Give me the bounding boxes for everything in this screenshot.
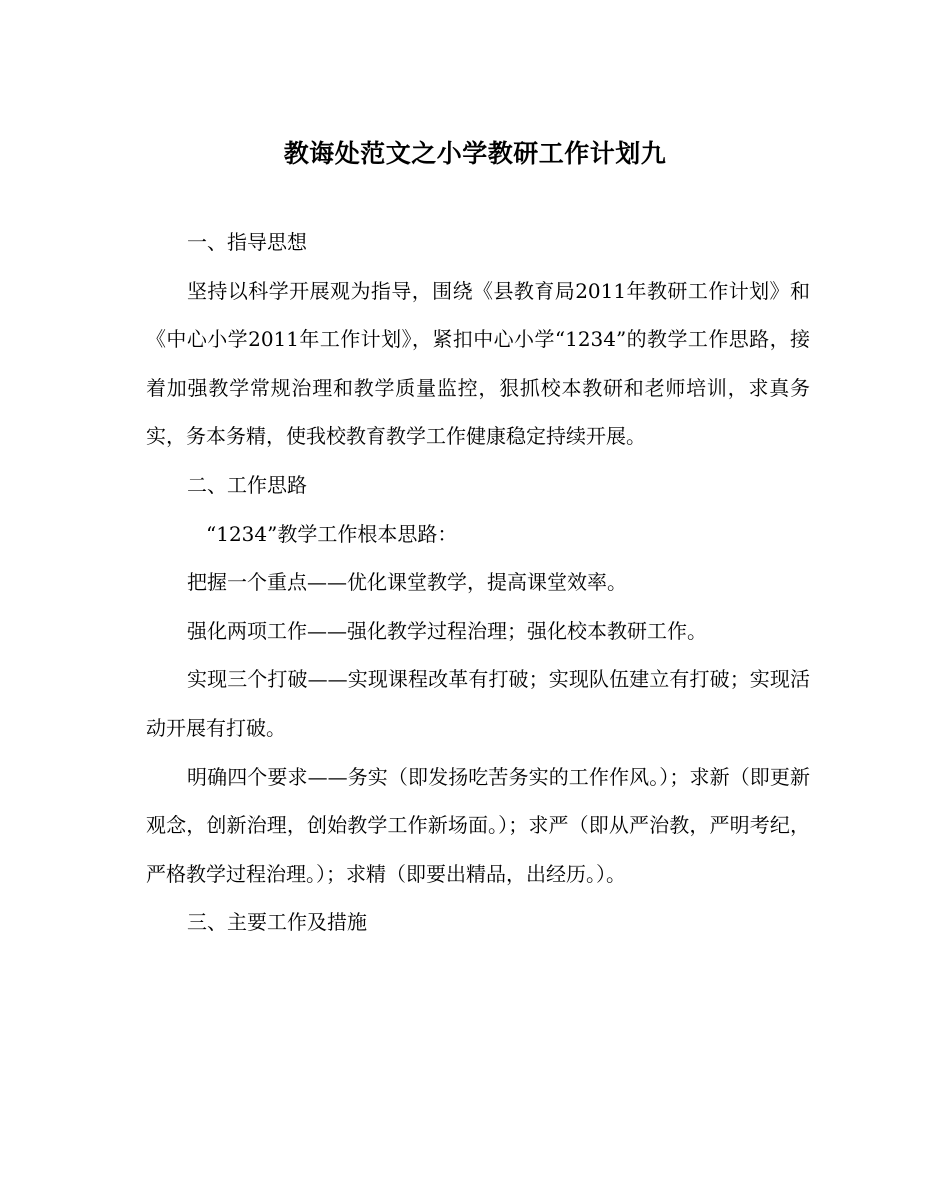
section-heading-guiding-ideology: 一、指导思想 xyxy=(187,230,307,254)
paragraph-two-tasks: 强化两项工作——强化教学过程治理；强化校本教研工作。 xyxy=(187,618,707,643)
paragraph-1234-intro: “1234”教学工作根本思路： xyxy=(206,521,458,546)
paragraph-four-requirements: 明确四个要求——务实（即发扬吃苦务实的工作作风。）；求新（即更新观念，创新治理，创始教学工作新场面。）；求严（即从严治教，严明考纪，严格教学过程治理。）；求精（即要出精品，出经历。）。 xyxy=(146,764,810,886)
document-title: 教诲处范文之小学教研工作计划九 xyxy=(283,139,667,168)
paragraph-three-breakthroughs: 实现三个打破——实现课程改革有打破；实现队伍建立有打破；实现活动开展有打破。 xyxy=(146,667,810,740)
paragraph-one-focus: 把握一个重点——优化课堂教学，提高课堂效率。 xyxy=(187,570,627,595)
section-heading-main-work: 三、主要工作及措施 xyxy=(187,910,367,935)
document-body xyxy=(146,218,810,947)
section-heading-work-approach: 二、工作思路 xyxy=(187,472,307,497)
paragraph-guiding-ideology: 坚持以科学开展观为指导，围绕《县教育局2011年教研工作计划》和《中心小学2011年工作计划》，紧扣中心小学“1234”的教学工作思路，接着加强教学常规治理和教学质量监控，狠抓校本教研和老师培训，求真务实，务本务精，使我校教育教学工作健康稳定持续开展。 xyxy=(146,278,810,449)
